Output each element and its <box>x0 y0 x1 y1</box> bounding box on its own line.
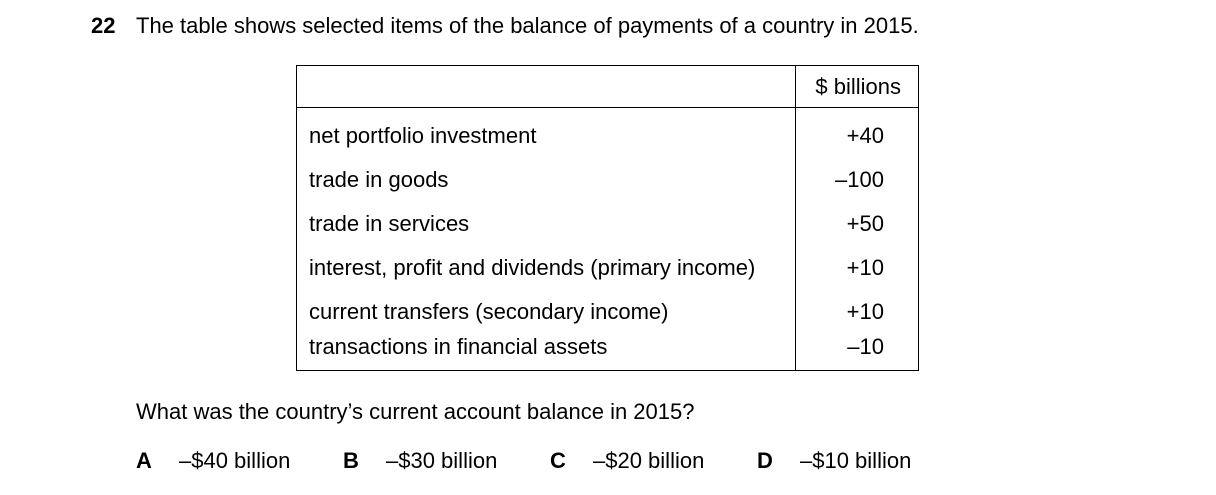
header-item-cell <box>297 66 796 108</box>
table-row <box>297 334 919 371</box>
item-label: current transfers (secondary income) <box>297 290 796 334</box>
option-text: –$20 billion <box>593 448 705 473</box>
option-letter: C <box>550 448 566 473</box>
item-value: +50 <box>796 202 919 246</box>
item-label: interest, profit and dividends (primary income) <box>297 246 796 290</box>
item-value: +40 <box>796 108 919 159</box>
table-header-row <box>297 66 919 108</box>
item-value: –10 <box>796 334 919 371</box>
item-value: +10 <box>796 290 919 334</box>
option-letter: A <box>136 448 152 473</box>
option-text: –$30 billion <box>386 448 498 473</box>
item-label: transactions in financial assets <box>297 334 796 371</box>
option-text: –$10 billion <box>800 448 912 473</box>
item-label: net portfolio investment <box>297 108 796 159</box>
table-row <box>297 290 919 334</box>
option-letter: D <box>757 448 773 473</box>
question-prompt: What was the country’s current account balance in 2015? <box>136 399 695 424</box>
option-letter: B <box>343 448 359 473</box>
option-text: –$40 billion <box>179 448 291 473</box>
balance-of-payments-table <box>296 65 919 371</box>
item-label: trade in services <box>297 202 796 246</box>
header-value-cell: $ billions <box>796 66 919 108</box>
table-row <box>297 246 919 290</box>
question-number: 22 <box>91 13 116 38</box>
table-row <box>297 108 919 159</box>
table-row <box>297 202 919 246</box>
item-label: trade in goods <box>297 158 796 202</box>
item-value: –100 <box>796 158 919 202</box>
table-row <box>297 158 919 202</box>
question-stem: The table shows selected items of the balance of payments of a country in 2015. <box>136 13 919 38</box>
item-value: +10 <box>796 246 919 290</box>
